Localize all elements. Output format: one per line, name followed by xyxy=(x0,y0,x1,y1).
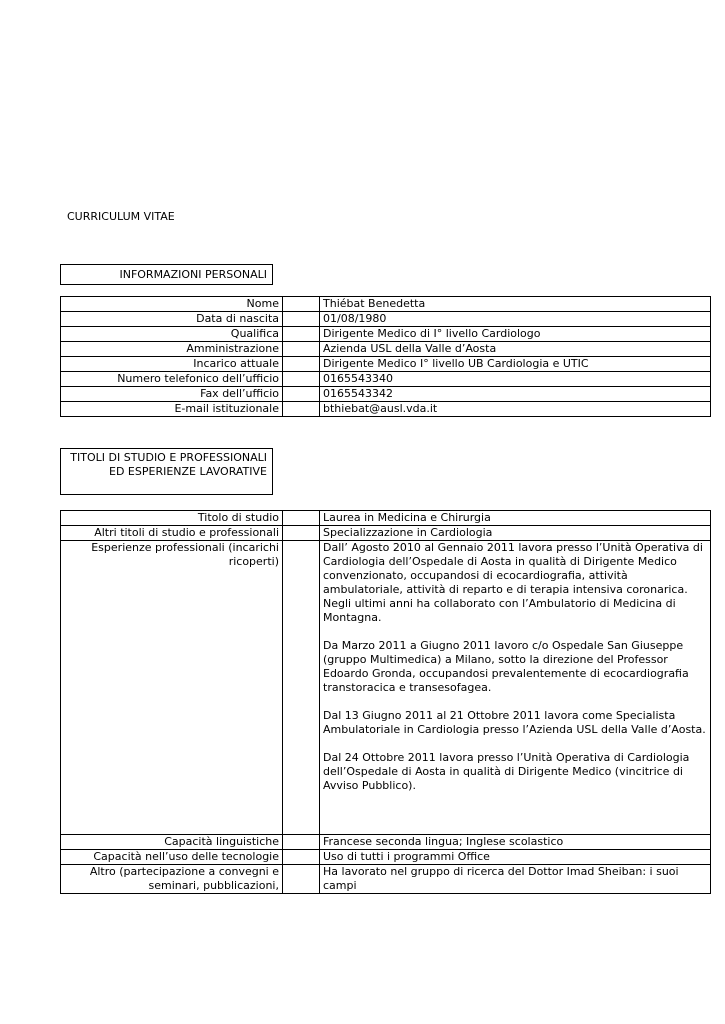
table-row xyxy=(61,342,711,357)
personal-info-table xyxy=(60,296,711,417)
spacer-cell xyxy=(283,297,320,312)
label-fax-ufficio: Fax dell’ufficio xyxy=(61,387,283,402)
value-esperienze xyxy=(320,541,711,835)
value-capacita-linguistiche: Francese seconda lingua; Inglese scolastico xyxy=(320,835,711,850)
label-titolo-studio: Titolo di studio xyxy=(61,511,283,526)
label-telefono-ufficio: Numero telefonico dell’ufficio xyxy=(61,372,283,387)
table-row xyxy=(61,402,711,417)
table-row xyxy=(61,387,711,402)
spacer-cell xyxy=(283,357,320,372)
label-data-nascita: Data di nascita xyxy=(61,312,283,327)
table-row xyxy=(61,357,711,372)
education-experience-table xyxy=(60,510,711,894)
spacer-cell xyxy=(283,342,320,357)
table-row xyxy=(61,327,711,342)
label-esperienze: Esperienze professionali (incarichi ricoperti) xyxy=(61,541,283,835)
spacer-cell xyxy=(283,312,320,327)
spacer-cell xyxy=(283,511,320,526)
spacer-cell xyxy=(283,372,320,387)
label-altri-titoli: Altri titoli di studio e professionali xyxy=(61,526,283,541)
value-qualifica: Dirigente Medico di I° livello Cardiologo xyxy=(320,327,711,342)
table-row xyxy=(61,541,711,835)
value-capacita-tecnologie: Uso di tutti i programmi Office xyxy=(320,850,711,865)
value-telefono-ufficio: 0165543340 xyxy=(320,372,711,387)
esperienze-paragraph: Dall’ Agosto 2010 al Gennaio 2011 lavora presso l’Unità Operativa di Cardiologia dell’Ospedale di Aosta in qualità di Dirigente Medico convenzionato, occupandosi di ecocardiografia, attività ambulatoriale, attività di reparto e di terapia intensiva coronarica. xyxy=(323,541,703,596)
label-amministrazione: Amministrazione xyxy=(61,342,283,357)
value-amministrazione: Azienda USL della Valle d’Aosta xyxy=(320,342,711,357)
value-altri-titoli: Specializzazione in Cardiologia xyxy=(320,526,711,541)
spacer-cell xyxy=(283,327,320,342)
value-data-nascita: 01/08/1980 xyxy=(320,312,711,327)
spacer-cell xyxy=(283,402,320,417)
spacer-cell xyxy=(283,541,320,835)
spacer-cell xyxy=(283,850,320,865)
table-row xyxy=(61,372,711,387)
value-email-istituzionale[interactable]: bthiebat@ausl.vda.it xyxy=(320,402,711,417)
table-row xyxy=(61,526,711,541)
label-nome: Nome xyxy=(61,297,283,312)
label-incarico-attuale: Incarico attuale xyxy=(61,357,283,372)
table-row xyxy=(61,312,711,327)
section-heading-education: TITOLI DI STUDIO E PROFESSIONALI ED ESPERIENZE LAVORATIVE xyxy=(60,448,273,495)
label-email-istituzionale: E-mail istituzionale xyxy=(61,402,283,417)
table-row xyxy=(61,835,711,850)
spacer-cell xyxy=(283,835,320,850)
value-altro: Ha lavorato nel gruppo di ricerca del Dottor Imad Sheiban: i suoi campi xyxy=(320,865,711,894)
spacer-cell xyxy=(283,526,320,541)
label-capacita-linguistiche: Capacità linguistiche xyxy=(61,835,283,850)
document-title: CURRICULUM VITAE xyxy=(67,210,175,223)
value-incarico-attuale: Dirigente Medico I° livello UB Cardiologia e UTIC xyxy=(320,357,711,372)
value-fax-ufficio: 0165543342 xyxy=(320,387,711,402)
spacer-cell xyxy=(283,865,320,894)
esperienze-paragraph: Dal 24 Ottobre 2011 lavora presso l’Unità Operativa di Cardiologia dell’Ospedale di Aosta in qualità di Dirigente Medico (vincitrice di Avviso Pubblico). xyxy=(323,751,690,792)
table-row xyxy=(61,511,711,526)
table-row xyxy=(61,850,711,865)
esperienze-paragraph: Da Marzo 2011 a Giugno 2011 lavoro c/o Ospedale San Giuseppe (gruppo Multimedica) a Milano, sotto la direzione del Professor Edoardo Gronda, occupandosi prevalentemente di ecocardiografia transtoracica e transesofagea. xyxy=(323,639,689,694)
esperienze-paragraph: Negli ultimi anni ha collaborato con l’Ambulatorio di Medicina di Montagna. xyxy=(323,597,676,624)
section-heading-personal: INFORMAZIONI PERSONALI xyxy=(60,264,273,285)
table-row xyxy=(61,865,711,894)
value-titolo-studio: Laurea in Medicina e Chirurgia xyxy=(320,511,711,526)
label-qualifica: Qualifica xyxy=(61,327,283,342)
label-altro: Altro (partecipazione a convegni e seminari, pubblicazioni, xyxy=(61,865,283,894)
spacer-cell xyxy=(283,387,320,402)
esperienze-paragraph: Dal 13 Giugno 2011 al 21 Ottobre 2011 lavora come Specialista Ambulatoriale in Cardiologia presso l’Azienda USL della Valle d’Aosta. xyxy=(323,709,706,736)
label-capacita-tecnologie: Capacità nell’uso delle tecnologie xyxy=(61,850,283,865)
value-nome: Thiébat Benedetta xyxy=(320,297,711,312)
table-row xyxy=(61,297,711,312)
